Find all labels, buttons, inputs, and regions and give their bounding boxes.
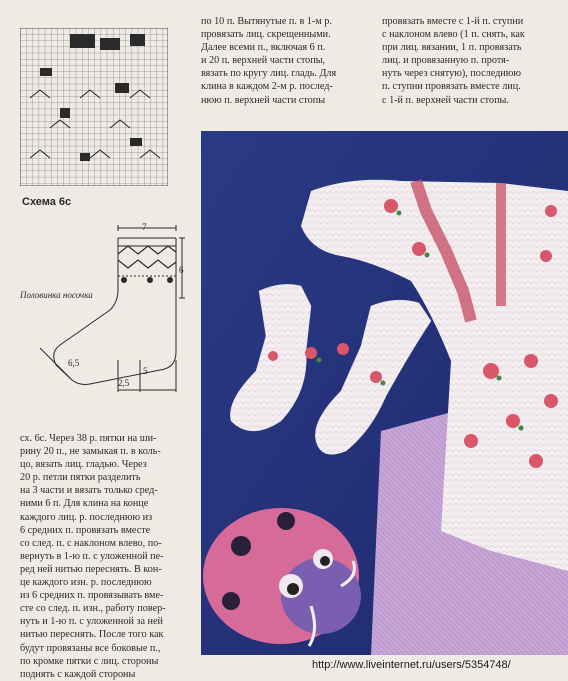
- chart-title: Схема 6с: [22, 196, 72, 208]
- sock-diagram: [20, 220, 200, 405]
- sock-heel-label: 2,5: [118, 378, 130, 388]
- sock-height-label: 6: [179, 265, 184, 275]
- instructions-column-2: по 10 п. Вытянутые п. в 1-м р. провязать лиц. скрещенными. Далее всеми п., включая 6 п. и 20 п. верхней части стопы, вязать по кругу лиц. гладь. Для клина в каждом 2-м р. послед- нюю п. верхней части стопы: [201, 16, 337, 106]
- footer-url: http://www.liveinternet.ru/users/5354748/: [312, 659, 511, 671]
- sock-foot-label: 5: [143, 366, 148, 376]
- instructions-column-1: сх. 6с. Через 38 р. пятки на ши- рину 20 п., не замыкая п. в коль- цо, вязать лиц. гладью. Через 20 р. петли пятки разделить на 3 части и вязать только сред- ними 6 п. Для клина на конце каждого лиц. р. последнюю из 6 средних п. провязать вместе со след. п. с наклоном влево, по- вернуть в 1-ю п. с уложенной пе- ред ней нитью переснять. В кон- це каждого изн. р. последнюю из 6 средних п. провязывать вме- сте со след. п. изн., работу повер- нуть и 1-ю п. с уложенной за ней нитью переснять. После того как будут провязаны все боковые п., по кромке пятки с лиц. стороны поднять с каждой стороны: [20, 433, 166, 680]
- knitting-chart: [20, 28, 168, 186]
- sock-length-label: 6,5: [68, 358, 80, 368]
- photo-knitted-sweater-and-socks: [201, 131, 568, 655]
- instructions-column-3: провязать вместе с 1-й п. ступни с наклоном влево (1 п. снять, как при лиц. вязании, 1 п. провязать лиц. и провязанную п. протя- нуть через снятую), последнюю п. ступни провязать вместе лиц. с 1-й п. верхней части стопы.: [382, 16, 525, 106]
- sock-width-label: 7: [142, 222, 147, 232]
- sock-diagram-caption: Половинка носочка: [20, 290, 93, 300]
